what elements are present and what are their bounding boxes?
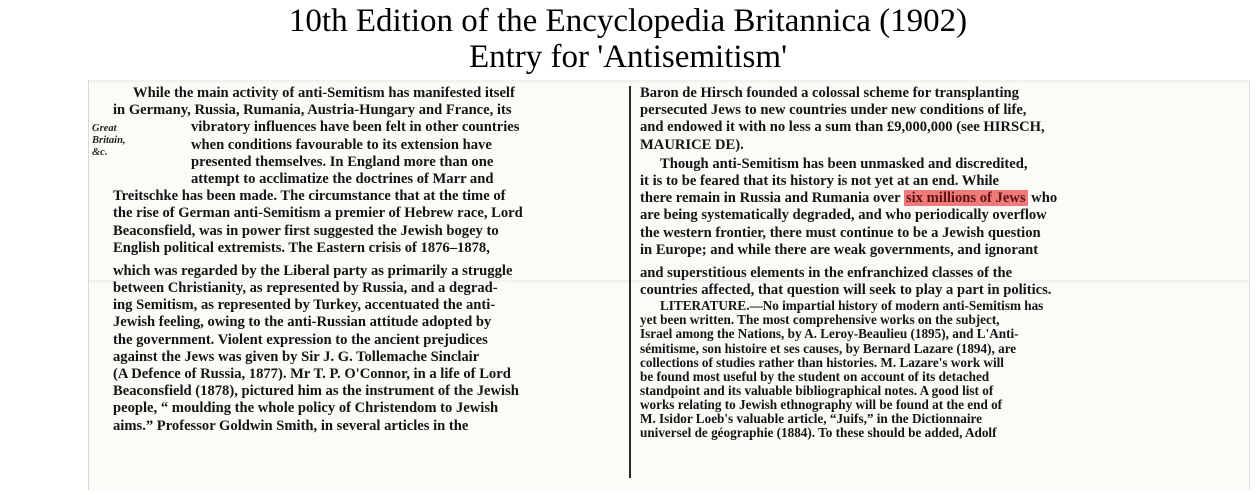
text-line: Jewish feeling, owing to the anti-Russian attitude adopted by — [113, 314, 492, 331]
text-line: Beaconsfield (1878), pictured him as the instrument of the Jewish — [113, 383, 519, 400]
title-line-2: Entry for 'Antisemitism' — [468, 39, 788, 75]
text-line: which was regarded by the Liberal party as primarily a struggle — [113, 262, 513, 279]
text-line: MAURICE DE). — [640, 136, 744, 153]
text-line: and superstitious elements in the enfranchized classes of the — [640, 264, 1013, 281]
text-line: in Europe; and while there are weak governments, and ignorant — [640, 241, 1039, 258]
text-line: ing Semitism, as represented by Turkey, accentuated the anti- — [113, 297, 496, 314]
text-line: and endowed it with no less a sum than £9,000,000 (see HIRSCH, — [640, 119, 1045, 136]
scan-band-top — [89, 80, 1249, 84]
text-line: countries affected, that question will seek to play a part in politics. — [640, 282, 1052, 299]
text-line: Treitschke has been made. The circumstance that at the time of — [113, 188, 506, 205]
text-line: Beaconsfield, was in power first suggested the Jewish bogey to — [113, 222, 499, 239]
text-line: sémitisme, son histoire et ses causes, by Bernard Lazare (1894), are — [640, 341, 1017, 356]
text-line: persecuted Jews to new countries under new conditions of life, — [640, 102, 1027, 119]
text-line: between Christianity, as represented by Russia, and a degrad- — [113, 280, 498, 297]
text-line: be found most useful by the student on account of its detached — [640, 369, 990, 384]
text-line: While the main activity of anti-Semitism has manifested itself — [133, 85, 515, 101]
text-line: yet been written. The most comprehensive works on the subject, — [640, 313, 1000, 328]
text-fragment: there remain in Russia and Rumania over — [640, 190, 904, 207]
text-line: M. Isidor Loeb's valuable article, “Juifs,” in the Dictionnaire — [640, 412, 983, 426]
text-line: against the Jews was given by Sir J. G. Tollemache Sinclair — [113, 348, 480, 365]
right-column — [640, 85, 1218, 440]
text-line: (A Defence of Russia, 1877). Mr T. P. O'Connor, in a life of Lord — [113, 366, 511, 382]
text-line: collections of studies rather than histories. M. Lazare's work will — [640, 355, 1004, 370]
text-line: attempt to acclimatize the doctrines of Marr and — [191, 170, 494, 187]
sidenote-line: Great — [92, 123, 117, 134]
text-line: the government. Violent expression to the ancient prejudices — [113, 331, 488, 348]
sidenote-line: &c. — [92, 147, 108, 158]
text-line: in Germany, Russia, Rumania, Austria-Hungary and France, its — [113, 102, 512, 119]
highlighted-phrase: six millions of Jews — [905, 190, 1026, 207]
text-line: when conditions favourable to its extension have — [191, 136, 492, 153]
left-column — [113, 85, 625, 435]
text-line: are being systematically degraded, and who periodically overflow — [640, 207, 1047, 224]
text-line: the rise of German anti-Semitism a premier of Hebrew race, Lord — [113, 205, 523, 222]
text-line: works relating to Jewish ethnography will be found at the end of — [640, 397, 1003, 412]
text-line: the western frontier, there must continue to be a Jewish question — [640, 224, 1041, 241]
text-line: Baron de Hirsch founded a colossal scheme for transplanting — [640, 85, 1019, 101]
text-line: standpoint and its valuable bibliographical notes. A good list of — [640, 383, 994, 398]
text-line: Israel among the Nations, by A. Leroy-Beaulieu (1895), and L'Anti- — [640, 327, 1019, 342]
text-line: English political extremists. The Eastern crisis of 1876–1878, — [113, 239, 490, 256]
text-fragment: who — [1027, 190, 1058, 207]
highlighted-text-line — [640, 190, 1218, 207]
text-line: aims.” Professor Goldwin Smith, in several articles in the — [113, 417, 469, 434]
text-line: LITERATURE.—No impartial history of modern anti-Semitism has — [660, 299, 1044, 314]
text-line: universel de géographie (1884). To these should be added, Adolf — [640, 426, 997, 441]
title-line-1: 10th Edition of the Encyclopedia Britannica (1902) — [288, 3, 968, 39]
sidenote-line: Britain, — [92, 135, 126, 146]
literature-section — [640, 299, 1218, 440]
text-line: presented themselves. In England more than one — [191, 153, 494, 170]
image-title — [0, 0, 1256, 80]
scanned-page — [88, 80, 1250, 490]
column-divider — [629, 86, 631, 478]
text-line: vibratory influences have been felt in other countries — [191, 119, 520, 136]
text-line: people, “ moulding the whole policy of Christendom to Jewish — [113, 400, 499, 417]
text-line: Though anti-Semitism has been unmasked and discredited, — [660, 155, 1028, 172]
text-line: it is to be feared that its history is not yet at an end. While — [640, 172, 1000, 189]
